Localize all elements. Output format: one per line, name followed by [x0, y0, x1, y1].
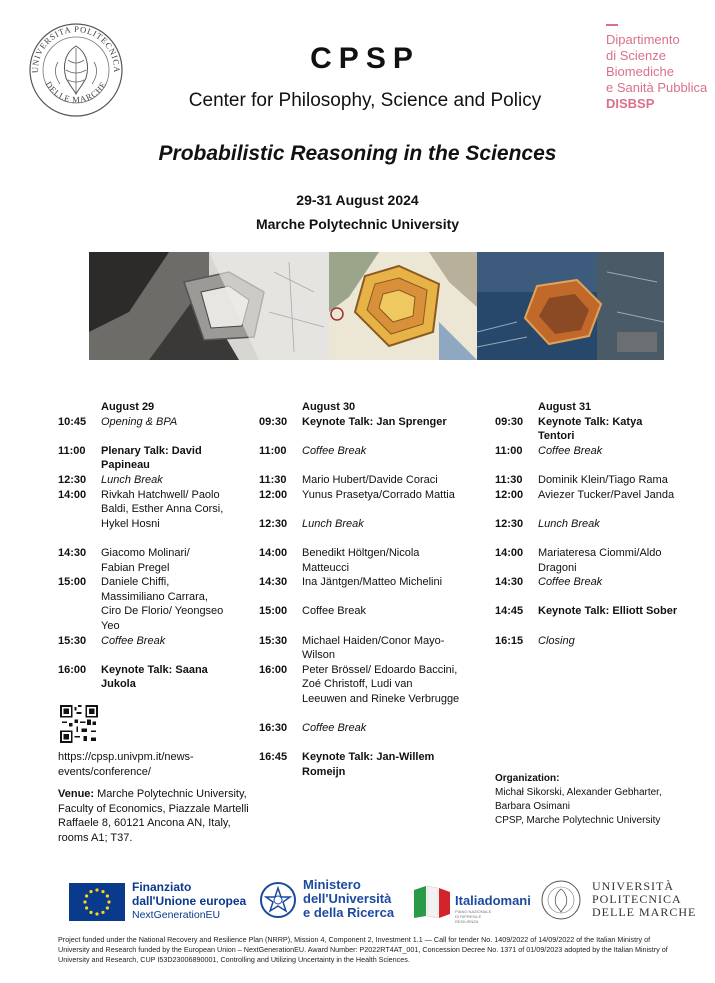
- eu-flag-icon: [69, 883, 125, 921]
- schedule-row: [495, 517, 695, 532]
- session-title: [302, 429, 467, 444]
- schedule-row: [259, 663, 467, 707]
- schedule-spacer: [259, 458, 467, 473]
- schedule-row: [259, 517, 467, 532]
- session-time: 15:30: [58, 634, 87, 647]
- schedule-row: [259, 488, 467, 503]
- session-line: Matteucci: [302, 561, 350, 574]
- schedule-spacer: [259, 590, 467, 605]
- session-title: [101, 531, 248, 546]
- university-seal-logo: [28, 22, 124, 118]
- italia-domani-subline: PIANO NAZIONALE DI RIPRESA E RESILIENZA: [455, 909, 492, 924]
- session-line: Papineau: [101, 459, 150, 472]
- schedule-row: [495, 473, 695, 488]
- session-title: [302, 444, 467, 459]
- schedule-row: [58, 546, 248, 575]
- session-title: [101, 575, 248, 633]
- session-line: [302, 429, 467, 444]
- eu-line: Finanziato: [132, 880, 192, 894]
- schedule-row: [259, 546, 467, 575]
- session-title: [101, 444, 248, 473]
- schedule-row: [58, 444, 248, 473]
- conference-url[interactable]: [58, 750, 208, 779]
- session-title: [538, 444, 695, 459]
- session-line: Yunus Prasetya/Corrado Mattia: [302, 488, 455, 501]
- session-time: 16:45: [259, 751, 288, 764]
- session-time: 09:30: [495, 415, 524, 428]
- session-time: 14:00: [495, 546, 524, 559]
- schedule-row: [495, 604, 695, 619]
- ministry-logo: [303, 878, 394, 920]
- session-title: [302, 736, 467, 751]
- eu-star-icon: [107, 900, 110, 903]
- eu-star-icon: [85, 906, 88, 909]
- session-line: Giacomo Molinari/: [101, 546, 190, 559]
- eu-star-icon: [106, 894, 109, 897]
- session-time: 12:30: [495, 517, 524, 530]
- session-title: [302, 488, 467, 503]
- session-line: [302, 502, 467, 517]
- session-title: [302, 575, 467, 590]
- session-line: Benedikt Höltgen/Nicola: [302, 546, 420, 559]
- session-title: [101, 488, 248, 532]
- session-line: Zoé Christoff, Ludi van: [302, 678, 413, 691]
- schedule-row: [495, 634, 695, 649]
- session-title: [302, 502, 467, 517]
- session-line: Keynote Talk: Katya: [538, 415, 643, 428]
- session-time: [58, 531, 101, 546]
- session-line: [538, 502, 695, 517]
- session-time: [495, 458, 538, 473]
- schedule-row: [58, 575, 248, 633]
- schedule-row: [58, 488, 248, 532]
- session-time: 16:30: [259, 722, 288, 735]
- session-title: [538, 604, 695, 619]
- venue-line: rooms A1; T37.: [58, 831, 133, 844]
- dept-line: e Sanità Pubblica: [606, 80, 708, 95]
- eu-star-icon: [101, 911, 104, 914]
- session-line: Romeijn: [302, 765, 346, 778]
- session-title: [302, 458, 467, 473]
- schedule-spacer: [495, 458, 695, 473]
- schedule-row: [58, 415, 248, 430]
- university-seal-small-logo: [540, 879, 582, 921]
- schedule-row: [259, 604, 467, 619]
- eu-star-icon: [95, 888, 98, 891]
- banner-images: [89, 252, 664, 360]
- eu-star-icon: [83, 900, 86, 903]
- session-title: [101, 634, 248, 649]
- organization-block: [495, 772, 705, 828]
- day-heading: August 31: [538, 401, 592, 413]
- session-time: 16:00: [259, 663, 288, 676]
- eu-star-icon: [106, 906, 109, 909]
- page-subtitle: Center for Philosophy, Science and Policy: [188, 90, 542, 111]
- fortress-sketch-image: [89, 252, 329, 360]
- session-time: 14:45: [495, 605, 524, 618]
- qr-code: [60, 705, 98, 743]
- session-line: Hykel Hosni: [101, 517, 160, 530]
- session-time: 15:00: [259, 605, 288, 618]
- schedule-spacer: [259, 531, 467, 546]
- venue-label: Venue:: [58, 788, 95, 800]
- session-time: 12:00: [495, 488, 524, 501]
- session-time: [259, 458, 302, 473]
- session-title: [538, 517, 695, 532]
- session-line: Aviezer Tucker/Pavel Janda: [538, 488, 675, 501]
- url-line: https://cpsp.univpm.it/news-: [58, 751, 194, 763]
- session-line: Lunch Break: [538, 517, 600, 530]
- session-time: [259, 531, 302, 546]
- session-title: [538, 415, 695, 444]
- session-time: [495, 619, 538, 634]
- schedule-day-aug30: [259, 400, 467, 779]
- session-title: [101, 663, 248, 692]
- session-line: Michael Haiden/Conor Mayo-: [302, 634, 445, 647]
- session-line: [302, 619, 467, 634]
- session-line: [101, 648, 248, 663]
- session-time: 11:00: [495, 444, 523, 457]
- page-title: CPSP: [310, 42, 420, 75]
- session-title: [538, 619, 695, 634]
- session-time: [259, 590, 302, 605]
- schedule-spacer: [259, 429, 467, 444]
- session-line: [101, 429, 248, 444]
- session-time: [259, 502, 302, 517]
- eu-funding-logo: [132, 880, 246, 922]
- conference-title: Probabilistic Reasoning in the Sciences: [158, 142, 557, 165]
- session-line: Leeuwen and Rineke Verbrugge: [302, 692, 460, 705]
- session-title: [302, 721, 467, 736]
- schedule-row: [259, 634, 467, 663]
- schedule-row: [259, 750, 467, 779]
- session-title: [302, 590, 467, 605]
- schedule-day-aug31: [495, 400, 695, 648]
- session-line: Mario Hubert/Davide Coraci: [302, 473, 438, 486]
- session-time: 14:00: [259, 546, 288, 559]
- session-title: [538, 502, 695, 517]
- session-line: [101, 531, 248, 546]
- session-line: Tentori: [538, 430, 575, 443]
- session-title: [538, 531, 695, 546]
- day-heading: August 29: [101, 401, 155, 413]
- schedule-spacer: [259, 736, 467, 751]
- org-line: Barbara Osimani: [495, 801, 571, 812]
- session-title: [101, 648, 248, 663]
- session-title: [302, 750, 467, 779]
- session-time: [58, 648, 101, 663]
- session-line: [538, 531, 695, 546]
- session-line: Plenary Talk: David: [101, 444, 202, 457]
- ministry-line: dell'Università: [303, 891, 392, 906]
- schedule-row: [495, 546, 695, 575]
- session-time: 09:30: [259, 415, 288, 428]
- session-line: Baldi, Esther Anna Corsi,: [101, 503, 224, 516]
- session-line: Daniele Chiffi,: [101, 576, 170, 589]
- session-time: [259, 736, 302, 751]
- session-line: Peter Brössel/ Edoardo Baccini,: [302, 663, 458, 676]
- eu-star-icon: [89, 911, 92, 914]
- schedule-spacer: [495, 619, 695, 634]
- session-line: Coffee Break: [101, 634, 166, 647]
- italian-republic-emblem-icon: [258, 880, 298, 920]
- session-line: [302, 531, 467, 546]
- conference-location: Marche Polytechnic University: [255, 216, 460, 232]
- eu-subline: NextGenerationEU: [132, 909, 221, 921]
- session-time: 11:30: [495, 473, 523, 486]
- schedule-spacer: [259, 706, 467, 721]
- schedule-row: [259, 415, 467, 430]
- session-title: [538, 575, 695, 590]
- session-title: [101, 473, 248, 488]
- session-line: Rivkah Hatchwell/ Paolo: [101, 488, 220, 501]
- conference-dates: 29-31 August 2024: [296, 192, 419, 208]
- schedule-day-aug29: [58, 400, 248, 692]
- dept-abbreviation: DISBSP: [606, 96, 655, 111]
- session-line: Jukola: [101, 678, 136, 691]
- schedule-row: [259, 721, 467, 736]
- org-heading: Organization:: [495, 773, 560, 784]
- session-time: 15:30: [259, 634, 288, 647]
- session-line: Closing: [538, 634, 575, 647]
- session-line: Dragoni: [538, 561, 577, 574]
- schedule-spacer: [495, 531, 695, 546]
- ministry-line: e della Ricerca: [303, 905, 395, 920]
- session-line: Coffee Break: [302, 444, 367, 457]
- session-time: 16:15: [495, 634, 524, 647]
- session-time: [259, 619, 302, 634]
- session-line: [538, 458, 695, 473]
- session-time: 15:00: [58, 576, 87, 589]
- session-line: Lunch Break: [101, 473, 163, 486]
- session-time: 12:30: [259, 517, 288, 530]
- venue-line: Marche Polytechnic University,: [94, 788, 247, 800]
- session-time: [495, 590, 538, 605]
- session-line: Ina Jäntgen/Matteo Michelini: [302, 576, 443, 589]
- session-line: Coffee Break: [302, 605, 367, 618]
- svg-text:UNIVERSITA POLITECNICA: UNIVERSITA POLITECNICA: [29, 23, 123, 74]
- italia-domani-logo: Italiadomani: [455, 893, 531, 908]
- session-time: [259, 429, 302, 444]
- session-line: Dominik Klein/Tiago Rama: [538, 473, 668, 486]
- session-title: [538, 458, 695, 473]
- session-line: Coffee Break: [538, 576, 603, 589]
- session-title: [302, 604, 467, 619]
- day-heading: August 30: [302, 401, 356, 413]
- session-line: Wilson: [302, 649, 336, 662]
- aerial-photo-image: [477, 252, 664, 360]
- schedule-row: [58, 473, 248, 488]
- session-title: [302, 634, 467, 663]
- session-line: Opening & BPA: [101, 415, 178, 428]
- session-line: Ciro De Florio/ Yeongseo: [101, 605, 224, 618]
- dept-line: Biomediche: [606, 64, 674, 79]
- venue-line: Faculty of Economics, Piazzale Martelli: [58, 802, 249, 815]
- schedule-row: [495, 488, 695, 503]
- venue-line: Raffaele 8, 60121 Ancona AN, Italy,: [58, 817, 231, 830]
- session-title: [538, 634, 695, 649]
- schedule-spacer: [495, 590, 695, 605]
- session-time: 14:30: [495, 576, 524, 589]
- schedule-spacer: [259, 619, 467, 634]
- session-title: [302, 706, 467, 721]
- schedule-row: [58, 634, 248, 649]
- schedule-row: [495, 575, 695, 590]
- session-time: 14:30: [259, 576, 288, 589]
- svg-text:DELLE MARCHE: DELLE MARCHE: [43, 79, 109, 105]
- org-line: CPSP, Marche Polytechnic University: [495, 815, 661, 826]
- schedule-row: [495, 415, 695, 444]
- session-line: Massimiliano Carrara,: [101, 590, 208, 603]
- session-line: [538, 590, 695, 605]
- session-title: [538, 546, 695, 575]
- dept-line: di Scienze: [606, 48, 666, 63]
- session-line: Keynote Talk: Jan Sprenger: [302, 415, 447, 428]
- url-line: events/conference/: [58, 765, 151, 778]
- schedule-spacer: [259, 502, 467, 517]
- eu-star-icon: [101, 890, 104, 893]
- session-time: 11:00: [259, 444, 287, 457]
- session-time: [58, 429, 101, 444]
- session-title: [302, 517, 467, 532]
- session-title: [302, 663, 467, 707]
- schedule-spacer: [58, 429, 248, 444]
- session-title: [302, 473, 467, 488]
- session-line: Fabian Pregel: [101, 561, 170, 574]
- schedule-spacer: [58, 648, 248, 663]
- session-title: [538, 473, 695, 488]
- schedule-spacer: [58, 531, 248, 546]
- session-time: [495, 531, 538, 546]
- univ-line: UNIVERSITÀ: [592, 879, 674, 893]
- session-time: 12:00: [259, 488, 288, 501]
- eu-line: dall'Unione europea: [132, 894, 247, 908]
- schedule-row: [58, 663, 248, 692]
- session-line: Keynote Talk: Saana: [101, 663, 208, 676]
- univ-line: DELLE MARCHE: [592, 905, 697, 919]
- dept-accent-bar: [606, 24, 618, 26]
- session-title: [538, 590, 695, 605]
- session-line: [538, 619, 695, 634]
- session-title: [101, 546, 248, 575]
- session-title: [101, 415, 248, 430]
- session-time: [495, 502, 538, 517]
- session-time: 11:30: [259, 473, 287, 486]
- department-logo: [606, 24, 715, 112]
- session-line: [302, 458, 467, 473]
- session-line: Yeo: [101, 619, 120, 632]
- italia-domani-flag-icon: [412, 884, 452, 920]
- session-time: 11:00: [58, 444, 86, 457]
- university-wordmark: [592, 880, 696, 919]
- funding-statement: Project funded under the National Recovery and Resilience Plan (NRRP), Mission 4, Component 2, Investment 1.1 — Call for tender No. 1409/2022 of 14/09/2022 of the Italian Ministry of University and Research funded by the European Union – NextGenerationEU. Award Number: P2022RT4AT_001, Concession Decree No. 1371 of 01/09/2023 adopted by the Italian Ministry of University and Research, CUP I53D23006890001, Controlling and Utilizing Uncertainty in the Health Sciences.: [58, 935, 668, 964]
- session-line: Coffee Break: [302, 722, 367, 735]
- schedule-row: [259, 473, 467, 488]
- session-time: 10:45: [58, 415, 87, 428]
- session-title: [302, 619, 467, 634]
- session-line: Lunch Break: [302, 517, 364, 530]
- schedule-spacer: [495, 502, 695, 517]
- venue-block: [58, 787, 258, 845]
- ministry-line: Ministero: [303, 877, 361, 892]
- schedule-row: [495, 444, 695, 459]
- dept-line: Dipartimento: [606, 32, 680, 47]
- session-time: [259, 706, 302, 721]
- schedule-row: [259, 575, 467, 590]
- session-time: 14:00: [58, 488, 87, 501]
- session-title: [302, 531, 467, 546]
- session-time: 12:30: [58, 473, 87, 486]
- session-title: [302, 415, 467, 430]
- session-title: [538, 488, 695, 503]
- org-line: Michał Sikorski, Alexander Gebharter,: [495, 787, 662, 798]
- fortress-plan-image: [329, 252, 477, 360]
- schedule-row: [259, 444, 467, 459]
- session-line: Keynote Talk: Elliott Sober: [538, 605, 678, 618]
- session-title: [101, 429, 248, 444]
- eu-star-icon: [85, 894, 88, 897]
- session-line: Keynote Talk: Jan-Willem: [302, 751, 435, 764]
- session-line: Coffee Break: [538, 444, 603, 457]
- session-line: [302, 736, 467, 751]
- session-time: 14:30: [58, 546, 87, 559]
- session-title: [302, 546, 467, 575]
- univ-line: POLITECNICA: [592, 892, 682, 906]
- session-line: [302, 706, 467, 721]
- session-time: 16:00: [58, 663, 87, 676]
- eu-star-icon: [95, 912, 98, 915]
- session-line: [302, 590, 467, 605]
- session-line: Mariateresa Ciommi/Aldo: [538, 546, 662, 559]
- eu-star-icon: [89, 890, 92, 893]
